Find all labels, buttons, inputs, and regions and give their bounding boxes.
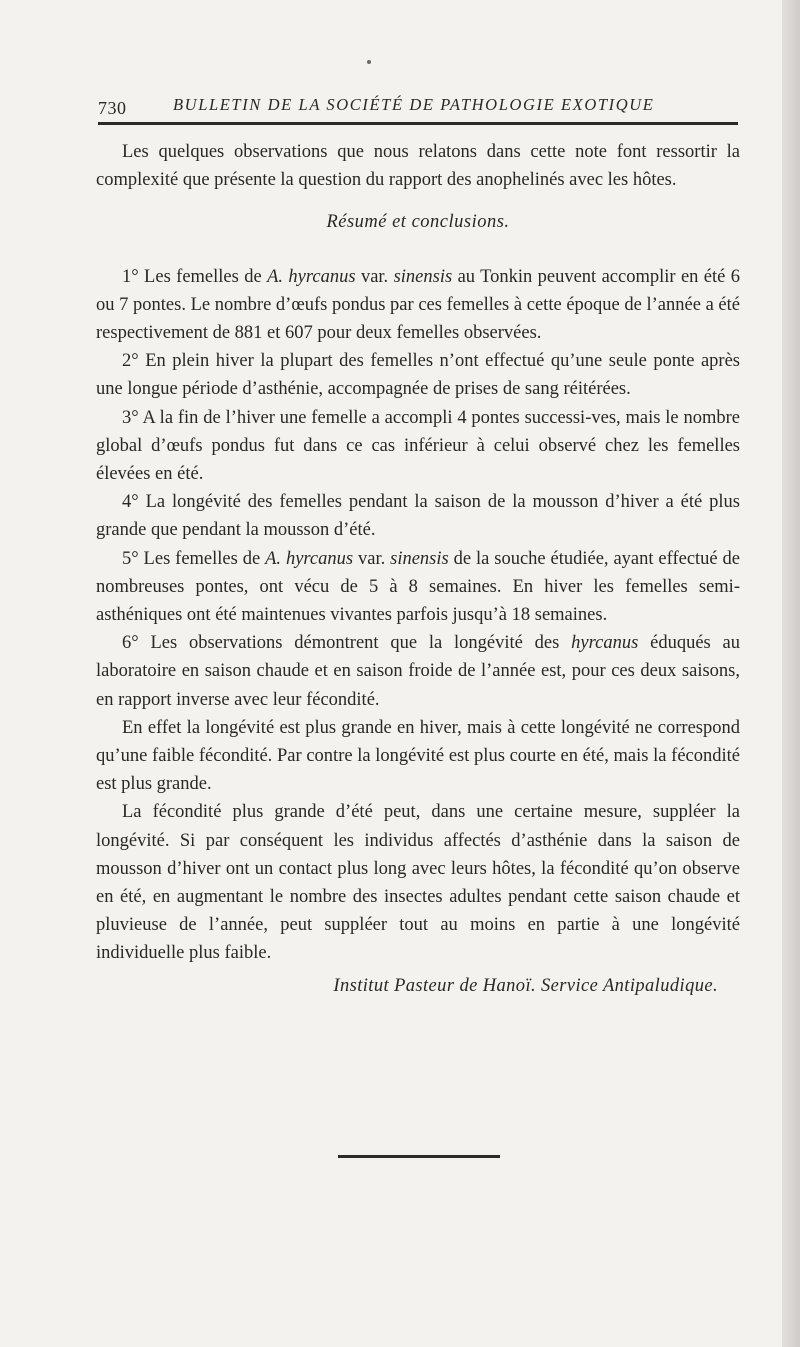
header-rule [98,122,738,125]
conclusion-text: var. [355,266,394,287]
conclusion-text: de la souche étudiée, ayant effectué de nombreuses pontes, ont vécu de 5 à 8 semaines. En hiver les femelles semi-asthéniques ont été maintenues vivantes parfois jusqu’à 18 semaines. [96,548,741,626]
section-heading: Résumé et conclusions. [326,212,510,233]
conclusion-text: au Tonkin peuvent accomplir en été 6 ou 7 pontes. Le nombre d’œufs pondus par ces femelles à cette époque de l’année a été respectivement de 881 et 607 pour deux femelles observées. [96,266,741,344]
article-body [96,138,740,1000]
conclusion-6 [96,629,740,714]
journal-title: BULLETIN DE LA SOCIÉTÉ DE PATHOLOGIE EXOTIQUE [173,95,655,114]
conclusion-number: 1° [122,266,139,287]
variety-name: sinensis [393,266,453,287]
conclusion-number: 5° [122,548,139,569]
intro-paragraph: Les quelques observations que nous relatons dans cette note font ressortir la complexité que présente la question du rapport des anophelinés avec les hôtes. [96,142,740,191]
conclusion-5 [96,545,740,630]
end-rule [338,1155,500,1158]
conclusion-text: Les femelles de [138,266,268,287]
page-dot-mark [367,60,371,64]
variety-name: sinensis [390,548,449,569]
conclusion-text: La longévité des femelles pendant la saison de la mousson d’hiver a été plus grande que pendant la mousson d’été. [96,492,740,541]
conclusion-text: Les femelles de [138,548,266,569]
conclusion-3 [96,404,740,489]
conclusion-number: 4° [122,492,139,513]
conclusion-4 [96,488,740,544]
species-name: A. hyrcanus [267,266,356,287]
running-header [98,94,738,124]
conclusion-text: var. [353,548,391,569]
paragraph-en-effet: En effet la longévité est plus grande en hiver, mais à cette longévité ne correspond qu’une faible fécondité. Par contre la longévité est plus courte en été, mais la fécondité est plus grande. [96,717,740,795]
institution-signature: Institut Pasteur de Hanoï. Service Antipaludique. [333,975,718,996]
conclusion-number: 3° [122,407,139,428]
conclusion-text: A la fin de l’hiver une femelle a accompli 4 pontes successi-ves, mais le nombre global d’œufs pondus fut dans ce cas inférieur à celui observé chez les femelles élevées en été. [96,407,740,485]
conclusion-2 [96,347,740,403]
species-name: hyrcanus [571,633,639,654]
conclusion-text: éduqués au laboratoire en saison chaude et en saison froide de l’année est, pour ces deux saisons, en rapport inverse avec leur fécondité. [96,633,740,710]
conclusion-text: En plein hiver la plupart des femelles n’ont effectué qu’une seule ponte après une longue période d’asthénie, accompagnée de prises de sang réitérées. [96,351,740,400]
scan-edge [782,0,800,1347]
conclusion-1 [96,263,740,348]
conclusion-number: 2° [122,351,139,372]
paragraph-la-fecondite: La fécondité plus grande d’été peut, dans une certaine mesure, suppléer la longévité. Si par conséquent les individus affectés d’asthénie dans la saison de mousson d’hiver ont un contact plus long avec leurs hôtes, la fécondité qu’on observe en été, en augmentant le nombre des insectes adultes pendant cette saison chaude et pluvieuse de l’année, peut suppléer tout au moins en partie à une longévité individuelle plus faible. [96,802,740,964]
page-number: 730 [98,98,127,118]
conclusion-text: Les observations démontrent que la longévité des [138,633,572,654]
species-name: A. hyrcanus [265,548,354,569]
conclusion-number: 6° [122,633,139,654]
